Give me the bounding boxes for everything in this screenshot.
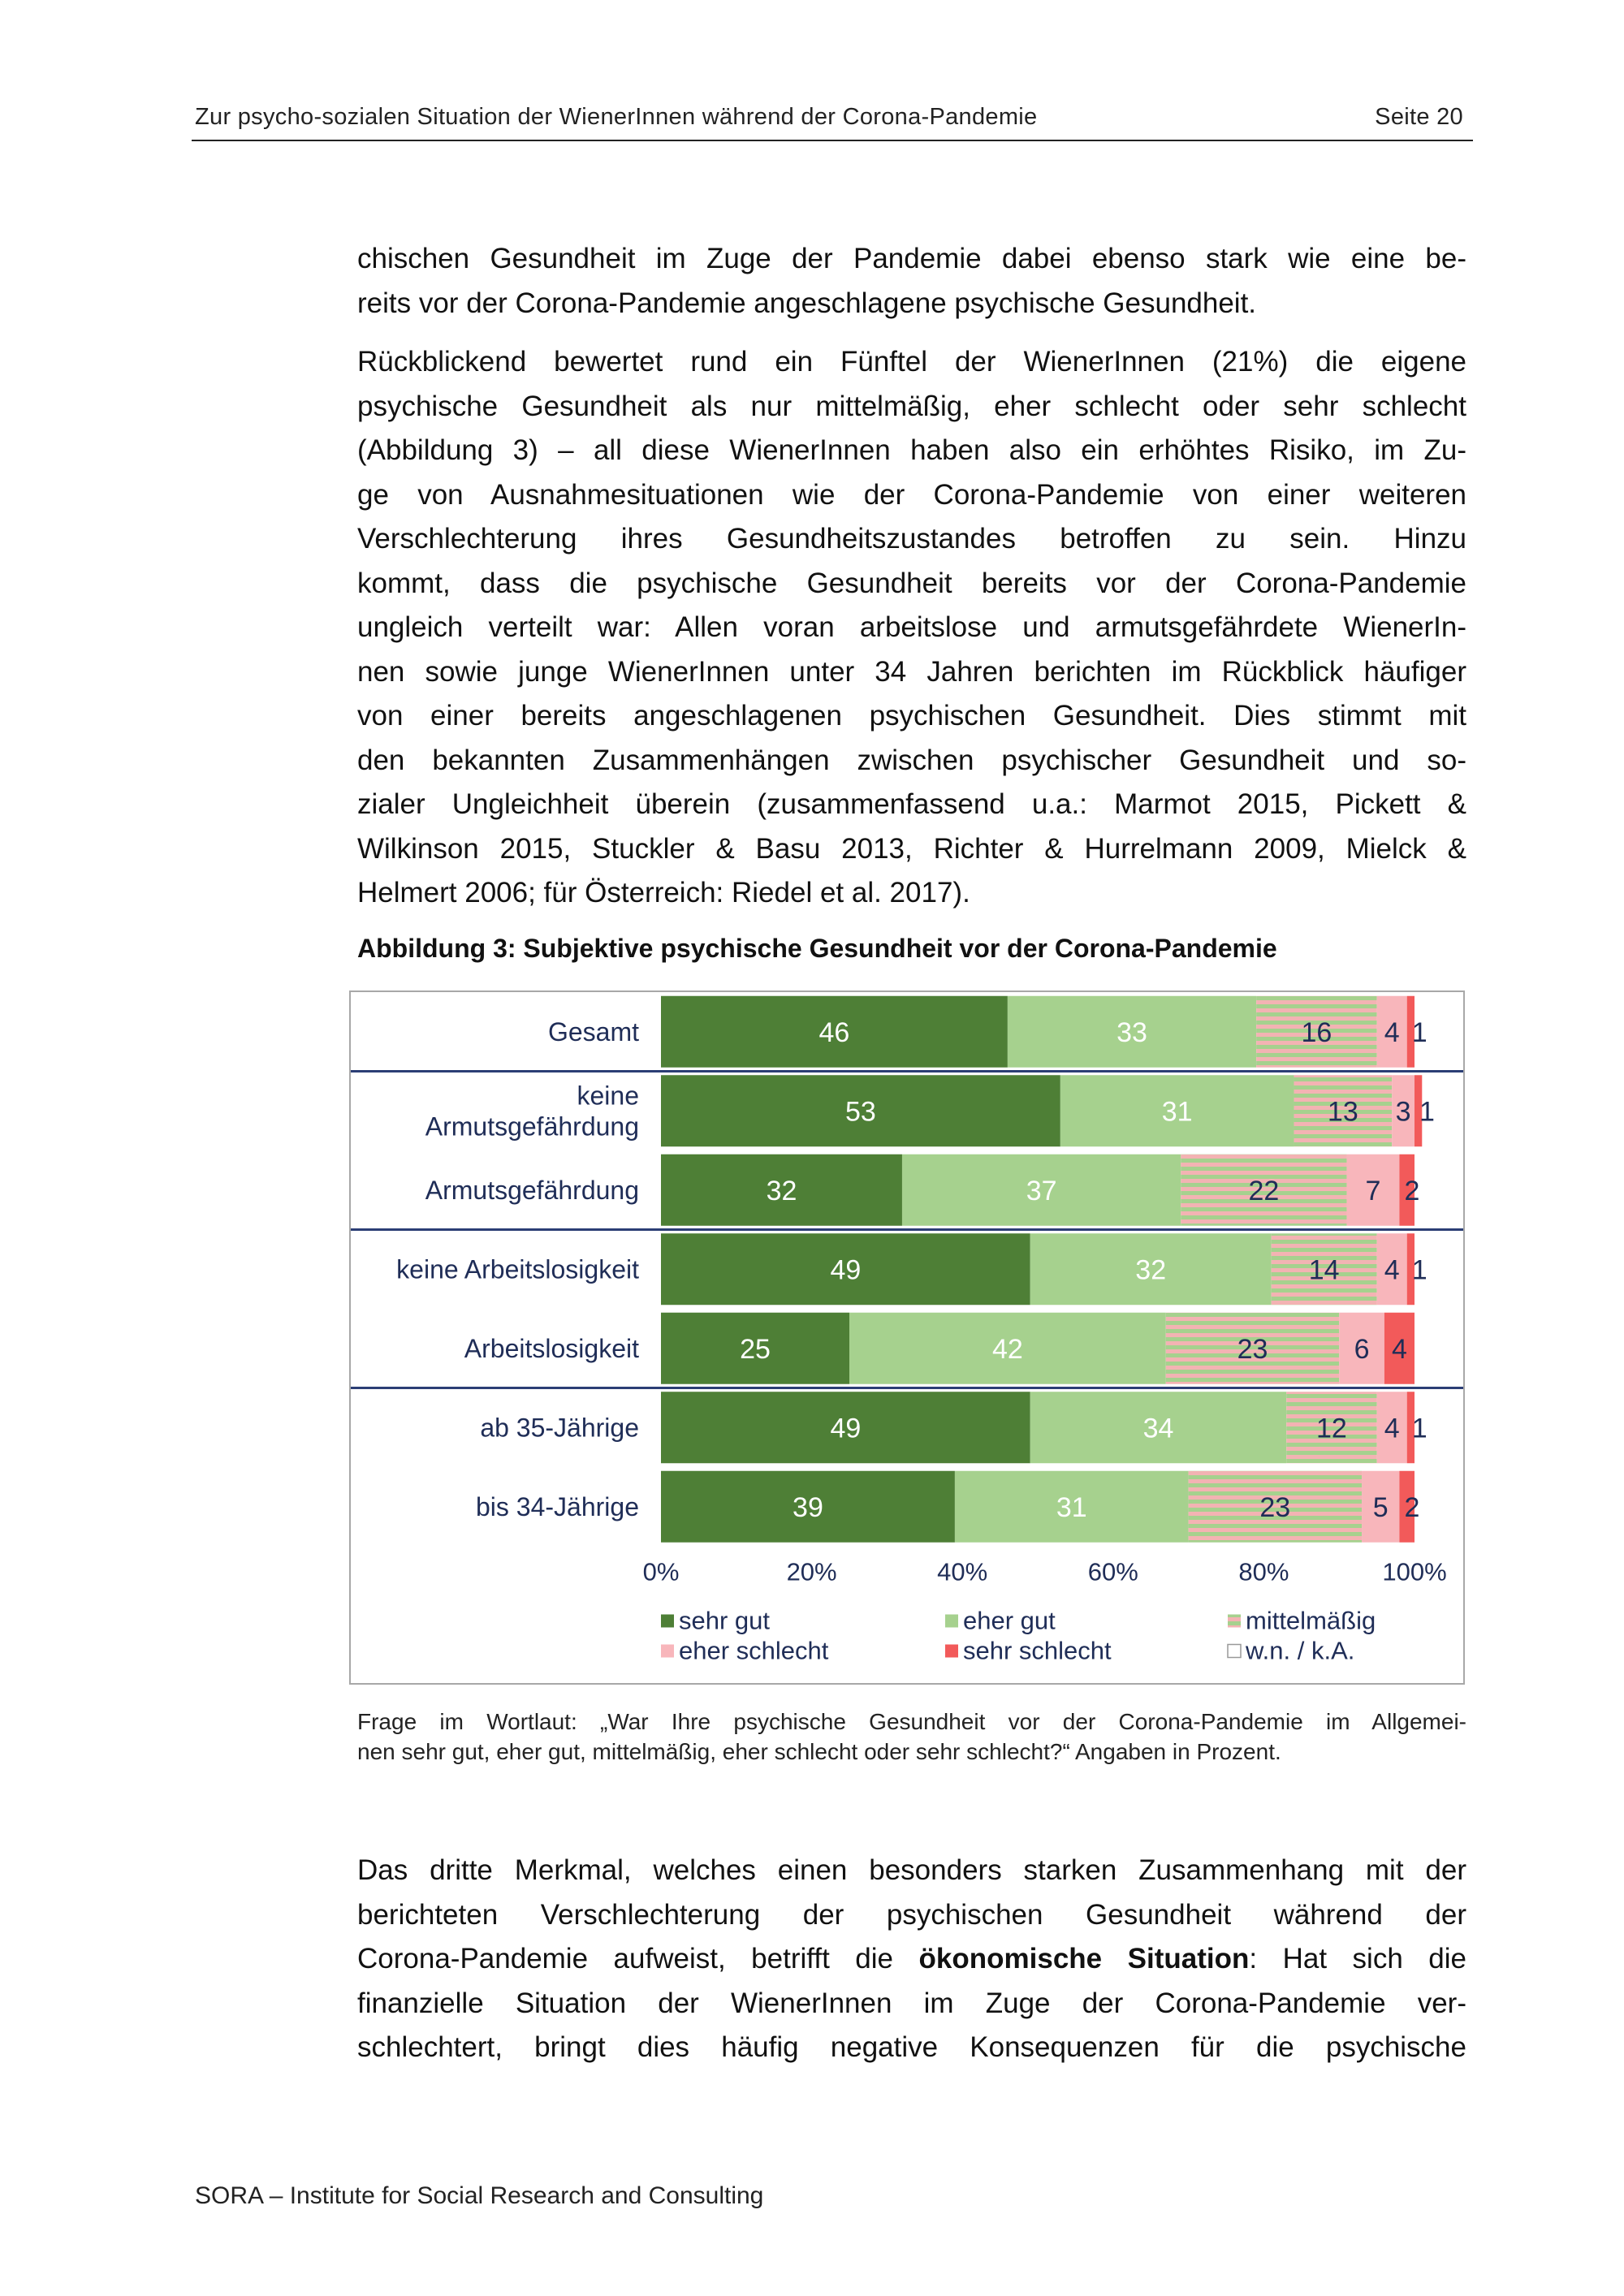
x-tick-label: 20% — [786, 1557, 837, 1586]
data-label: 2 — [1404, 1491, 1420, 1523]
text-line: berichteten Verschlechterung der psychischen Gesundheit während der — [357, 1898, 1466, 1931]
x-tick-label: 60% — [1087, 1557, 1138, 1586]
text-line: Das dritte Merkmal, welches einen besonders starken Zusammenhang mit der — [357, 1854, 1466, 1886]
data-label: 46 — [818, 1016, 850, 1048]
text-line: Verschlechterung ihres Gesundheitszustandes betroffen zu sein. Hinzu — [357, 523, 1466, 555]
data-label: 16 — [1301, 1016, 1332, 1048]
text-line: Rückblickend bewertet rund ein Fünftel der WienerInnen (21%) die eigene — [357, 346, 1466, 378]
text-line: ge von Ausnahmesituationen wie der Corona-Pandemie von einer weiteren — [357, 478, 1466, 511]
text-line: (Abbildung 3) – all diese WienerInnen haben also ein erhöhtes Risiko, im Zu- — [357, 434, 1466, 466]
legend-swatch — [945, 1645, 958, 1658]
data-label: 3 — [1395, 1096, 1411, 1128]
text-line: chischen Gesundheit im Zuge der Pandemie dabei ebenso stark wie eine be- — [357, 243, 1466, 274]
legend-swatch — [1228, 1645, 1241, 1658]
text-line — [357, 1937, 1466, 1982]
text-line: finanzielle Situation der WienerInnen im Zuge der Corona-Pandemie ver- — [357, 1987, 1466, 2019]
data-label: 1 — [1411, 1254, 1427, 1286]
category-label: Armutsgefährdung — [425, 1111, 639, 1142]
category-label: Armutsgefährdung — [425, 1175, 639, 1205]
data-label: 33 — [1116, 1016, 1147, 1048]
data-label: 23 — [1259, 1491, 1291, 1523]
figure-caption: Abbildung 3: Subjektive psychische Gesundheit vor der Corona-Pandemie — [357, 934, 1277, 963]
legend-swatch — [661, 1615, 674, 1628]
legend-label: sehr schlecht — [963, 1636, 1112, 1665]
data-label: 31 — [1056, 1491, 1087, 1523]
data-label: 23 — [1237, 1333, 1268, 1365]
data-label: 25 — [740, 1333, 771, 1365]
paragraph-intro — [357, 237, 1466, 326]
body-text-top — [357, 237, 1466, 930]
x-tick-label: 40% — [937, 1557, 988, 1586]
data-label: 32 — [1135, 1254, 1167, 1286]
x-tick-label: 0% — [642, 1557, 680, 1586]
data-label: 32 — [766, 1175, 797, 1206]
category-label: Gesamt — [547, 1016, 639, 1047]
data-label: 39 — [793, 1491, 823, 1523]
data-label: 53 — [845, 1096, 876, 1128]
data-label: 49 — [830, 1413, 862, 1444]
category-label: ab 35-Jährige — [480, 1413, 639, 1443]
body-text-bottom — [357, 1849, 1466, 2085]
category-label: keine Arbeitslosigkeit — [396, 1254, 639, 1284]
legend-label: w.n. / k.A. — [1246, 1636, 1355, 1665]
text-line: Helmert 2006; für Österreich: Riedel et al. 2017). — [357, 877, 970, 908]
text-line: zialer Ungleichheit überein (zusammenfassend u.a.: Marmot 2015, Pickett & — [357, 788, 1466, 820]
data-label: 7 — [1365, 1175, 1381, 1206]
text-line: kommt, dass die psychische Gesundheit bereits vor der Corona-Pandemie — [357, 567, 1466, 599]
text-line: von einer bereits angeschlagenen psychischen Gesundheit. Dies stimmt mit — [357, 700, 1466, 732]
page-footer: SORA – Institute for Social Research and Consulting — [195, 2182, 764, 2209]
data-label: 14 — [1308, 1254, 1340, 1286]
text-span: Corona-Pandemie aufweist, betrifft die — [357, 1943, 919, 1974]
stacked-bar-chart — [351, 992, 1463, 1683]
running-title: Zur psycho-sozialen Situation der WienerInnen während der Corona-Pandemie — [195, 104, 1038, 130]
data-label: 22 — [1248, 1175, 1280, 1206]
data-label: 4 — [1391, 1333, 1407, 1365]
category-label: bis 34-Jährige — [476, 1491, 639, 1521]
text-line: reits vor der Corona-Pandemie angeschlagene psychische Gesundheit. — [357, 287, 1257, 319]
page-header — [192, 104, 1473, 141]
legend-label: eher gut — [963, 1606, 1056, 1635]
legend-swatch — [945, 1615, 958, 1628]
category-label: Arbeitslosigkeit — [464, 1333, 639, 1363]
data-label: 4 — [1384, 1413, 1400, 1444]
x-tick-label: 80% — [1238, 1557, 1289, 1586]
text-span: : Hat sich die — [1249, 1943, 1467, 1974]
data-label: 1 — [1411, 1413, 1427, 1444]
text-line: schlechtert, bringt dies häufig negative Konsequenzen für die psychische — [357, 2031, 1466, 2063]
data-label: 13 — [1327, 1096, 1358, 1128]
legend-label: sehr gut — [679, 1606, 771, 1635]
text-line: den bekannten Zusammenhängen zwischen psychischer Gesundheit und so- — [357, 744, 1466, 776]
emphasis-economic-situation: ökonomische Situation — [918, 1943, 1250, 1974]
legend-label: eher schlecht — [679, 1636, 829, 1665]
data-label: 6 — [1354, 1333, 1370, 1365]
footnote-line: nen sehr gut, eher gut, mittelmäßig, eher schlecht oder sehr schlecht?“ Angaben in Prozent. — [357, 1739, 1281, 1764]
data-label: 31 — [1161, 1096, 1193, 1128]
paragraph-retrospective — [357, 340, 1466, 916]
data-label: 5 — [1372, 1491, 1389, 1523]
data-label: 12 — [1316, 1413, 1347, 1444]
paragraph-economic — [357, 1849, 1466, 2070]
data-label: 34 — [1142, 1413, 1174, 1444]
legend-swatch — [1228, 1615, 1241, 1628]
category-label: keine — [577, 1081, 639, 1111]
text-line: ungleich verteilt war: Allen voran arbeitslose und armutsgefährdete WienerIn- — [357, 611, 1466, 643]
data-label: 1 — [1419, 1096, 1435, 1128]
data-label: 4 — [1384, 1254, 1400, 1286]
chart-frame — [349, 990, 1465, 1685]
legend-swatch — [661, 1645, 674, 1658]
x-tick-label: 100% — [1382, 1557, 1447, 1586]
legend-label: mittelmäßig — [1246, 1606, 1376, 1635]
text-line: Wilkinson 2015, Stuckler & Basu 2013, Richter & Hurrelmann 2009, Mielck & — [357, 832, 1466, 865]
footnote-line: Frage im Wortlaut: „War Ihre psychische Gesundheit vor der Corona-Pandemie im Allgemei- — [357, 1709, 1466, 1734]
text-line: psychische Gesundheit als nur mittelmäßig, eher schlecht oder sehr schlecht — [357, 390, 1466, 422]
data-label: 42 — [991, 1333, 1023, 1365]
data-label: 2 — [1404, 1175, 1420, 1206]
text-line: nen sowie junge WienerInnen unter 34 Jahren berichten im Rückblick häufiger — [357, 655, 1466, 688]
data-label: 1 — [1411, 1016, 1427, 1048]
data-label: 49 — [830, 1254, 862, 1286]
page-number: Seite 20 — [1375, 104, 1463, 130]
data-label: 37 — [1026, 1175, 1057, 1206]
figure-footnote — [357, 1707, 1466, 1767]
data-label: 4 — [1384, 1016, 1400, 1048]
